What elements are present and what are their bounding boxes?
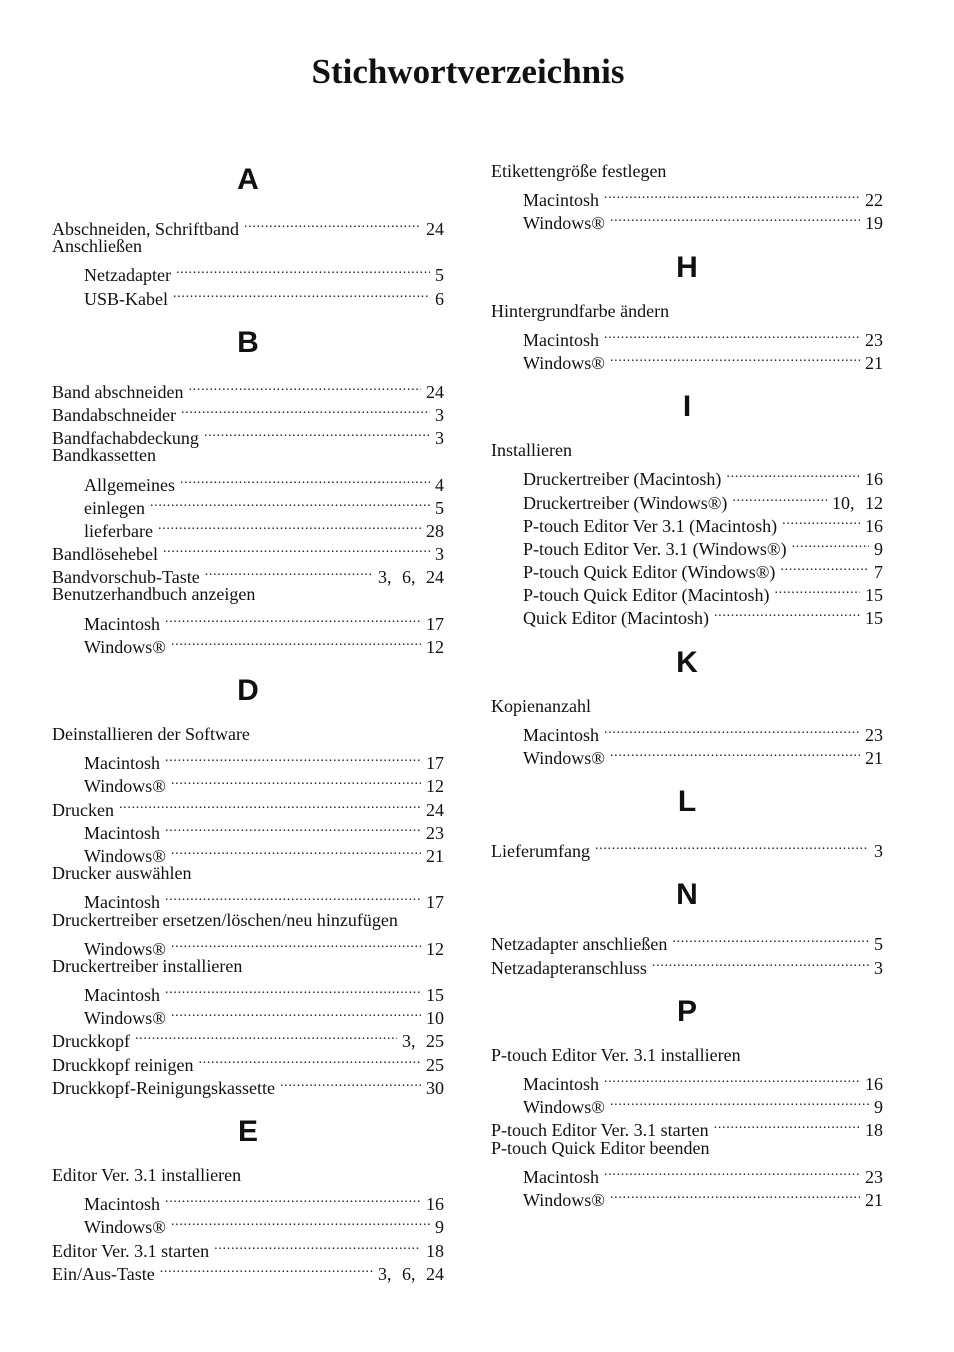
entry-label: Druckertreiber (Macintosh) (523, 469, 722, 490)
entry-label: Macintosh (523, 1166, 599, 1187)
dot-leader (165, 816, 421, 839)
entry-page: 21 (426, 845, 444, 866)
entry-label: Windows® (84, 845, 166, 866)
entry-label: Drucken (52, 799, 114, 820)
entry-label: Deinstallieren der Software (52, 724, 250, 744)
dot-leader (204, 421, 430, 444)
entry-page: 30 (426, 1077, 444, 1098)
entry-page: 18 (865, 1120, 883, 1141)
index-entry (52, 955, 444, 978)
section-letter: L (677, 785, 697, 819)
dot-leader (672, 927, 869, 950)
dot-leader (171, 932, 421, 955)
entry-label: Etikettengröße festlegen (491, 161, 667, 181)
entry-label: Windows® (523, 748, 605, 768)
index-subentry (491, 718, 883, 745)
entry-label: Abschneiden, Schriftband (52, 219, 239, 239)
entry-page: 3, 25 (402, 1031, 444, 1052)
entry-label: Bandkassetten (52, 445, 156, 466)
entry-page: 24 (426, 219, 444, 239)
entry-page: 24 (426, 799, 444, 820)
entry-label: Macintosh (84, 892, 160, 913)
entry-label: Windows® (84, 1008, 166, 1029)
entry-label: Macintosh (523, 329, 599, 350)
index-section (491, 875, 883, 991)
dot-leader (165, 978, 421, 1001)
entry-page: 9 (435, 1217, 444, 1238)
entry-label: Windows® (84, 636, 166, 657)
section-letter: D (237, 674, 259, 707)
index-entry (52, 1164, 444, 1187)
section-letter: K (676, 645, 698, 679)
entry-label: Windows® (84, 776, 166, 797)
index-entry (52, 212, 444, 239)
dot-leader (171, 1210, 430, 1233)
entry-label: Windows® (523, 352, 605, 373)
entry-label: Macintosh (84, 985, 160, 1006)
dot-leader (160, 1257, 373, 1280)
dot-leader (610, 1183, 860, 1206)
entry-label: Druckertreiber ersetzen/löschen/neu hinzufügen (52, 909, 398, 930)
entry-label: Allgemeines (84, 474, 175, 495)
entry-label: Bandvorschub-Taste (52, 567, 200, 588)
entry-page: 28 (426, 520, 444, 541)
index-subentry (52, 885, 444, 913)
index-entry (491, 1044, 883, 1067)
index-subentry (52, 258, 444, 286)
entry-page: 3, 6, 24 (378, 567, 444, 588)
page-title: Stichwortverzeichnis (311, 52, 625, 91)
entry-page: 25 (426, 1054, 444, 1075)
dot-leader (214, 1234, 421, 1257)
dot-leader (610, 346, 860, 369)
entry-page: 21 (865, 352, 883, 373)
index-column-right (491, 160, 883, 1224)
entry-page: 18 (426, 1240, 444, 1261)
entry-label: Benutzerhandbuch anzeigen (52, 584, 256, 605)
dot-leader (165, 885, 421, 908)
index-section (491, 387, 883, 643)
dot-leader (652, 951, 869, 974)
entry-page: 21 (865, 1189, 883, 1210)
entry-page: 3 (435, 544, 444, 565)
entry-label: Editor Ver. 3.1 installieren (52, 1165, 242, 1185)
entry-label: Druckkopf-Reinigungskassette (52, 1077, 275, 1098)
entry-page: 17 (426, 613, 444, 634)
entry-label: Kopienanzahl (491, 695, 591, 716)
index-entry (52, 723, 444, 746)
index-subentry (52, 932, 444, 959)
entry-label: P-touch Editor Ver. 3.1 starten (491, 1120, 709, 1141)
entry-label: Anschließen (52, 236, 142, 257)
dot-leader (165, 746, 421, 769)
entry-label: Macintosh (84, 1194, 160, 1215)
entry-label: Macintosh (84, 753, 160, 774)
dot-leader (173, 282, 430, 305)
entry-page: 15 (426, 985, 444, 1006)
entry-page: 10, 12 (832, 492, 883, 513)
dot-leader (604, 718, 860, 741)
entry-label: P-touch Editor Ver. 3.1 installieren (491, 1044, 741, 1065)
entry-page: 3 (435, 428, 444, 449)
entry-page: 16 (426, 1194, 444, 1215)
index-entry (491, 834, 883, 862)
index-subentry (491, 462, 883, 490)
entry-label: P-touch Quick Editor (Macintosh) (523, 585, 770, 606)
entry-label: Windows® (84, 1217, 166, 1238)
dot-leader (171, 1001, 421, 1024)
index-section (491, 992, 883, 1224)
entry-page: 23 (865, 724, 883, 745)
section-letter: B (237, 325, 259, 359)
index-subentry (52, 1187, 444, 1215)
entry-page: 16 (865, 469, 883, 490)
entry-page: 21 (865, 748, 883, 768)
dot-leader (180, 468, 430, 491)
dot-leader (732, 486, 827, 509)
entry-label: Netzadapteranschluss (491, 957, 647, 978)
index-section (491, 782, 883, 875)
section-letter: P (676, 994, 697, 1028)
entry-page: 5 (874, 934, 883, 955)
index-section (491, 643, 883, 783)
dot-leader (171, 769, 421, 792)
index-subentry (491, 1160, 883, 1187)
entry-label: Netzadapter (84, 265, 171, 286)
dot-leader (188, 375, 421, 398)
entry-label: Druckkopf reinigen (52, 1054, 194, 1075)
dot-leader (610, 206, 860, 229)
index-column-left (52, 160, 444, 1298)
section-letter: N (676, 878, 698, 912)
entry-page: 3 (435, 404, 444, 425)
entry-label: lieferbare (84, 520, 153, 541)
entry-label: Hintergrundfarbe ändern (491, 300, 670, 321)
dot-leader (714, 601, 860, 624)
dot-leader (280, 1071, 421, 1094)
entry-label: Macintosh (84, 822, 160, 843)
entry-page: 24 (426, 381, 444, 402)
dot-leader (181, 398, 430, 421)
entry-page: 5 (435, 497, 444, 518)
entry-label: Editor Ver. 3.1 starten (52, 1240, 210, 1261)
dot-leader (604, 323, 860, 346)
entry-page: 10 (426, 1008, 444, 1029)
dot-leader (119, 793, 421, 816)
index-subentry (491, 1067, 883, 1094)
entry-label: USB-Kabel (84, 288, 168, 309)
entry-label: Quick Editor (Macintosh) (523, 608, 709, 629)
dot-leader (171, 839, 421, 862)
index-section (491, 160, 883, 248)
dot-leader (726, 462, 860, 485)
index-section (52, 671, 444, 1112)
dot-leader (165, 607, 421, 630)
index-entry (52, 375, 444, 402)
dot-leader (150, 491, 430, 514)
index-entry (52, 909, 444, 932)
section-letter: A (237, 163, 259, 196)
dot-leader (135, 1024, 397, 1047)
entry-label: Druckertreiber (Windows®) (523, 492, 728, 513)
entry-label: Bandabschneider (52, 404, 176, 425)
index-section (491, 248, 883, 388)
index-entry (52, 235, 444, 258)
entry-label: Band abschneiden (52, 381, 184, 402)
entry-page: 17 (426, 892, 444, 913)
dot-leader (171, 630, 421, 653)
dot-leader (158, 514, 421, 537)
index-entry (491, 695, 883, 718)
dot-leader (780, 555, 869, 578)
entry-page: 23 (865, 1166, 883, 1187)
index-entry (491, 927, 883, 955)
dot-leader (595, 834, 869, 857)
dot-leader (205, 560, 373, 583)
index-subentry (52, 607, 444, 634)
entry-label: Druckkopf (52, 1031, 130, 1052)
entry-page: 12 (426, 776, 444, 797)
index-section (52, 1112, 444, 1298)
index-subentry (52, 978, 444, 1006)
index-subentry (52, 468, 444, 495)
entry-page: 12 (426, 938, 444, 959)
entry-page: 6 (435, 288, 444, 309)
entry-page: 12 (426, 636, 444, 657)
index-subentry (491, 323, 883, 350)
index-entry (52, 862, 444, 885)
dot-leader (163, 537, 430, 560)
entry-label: Windows® (523, 213, 605, 234)
entry-page: 15 (865, 608, 883, 629)
entry-label: P-touch Quick Editor beenden (491, 1137, 710, 1158)
section-letter: H (676, 250, 698, 284)
index-entry (52, 444, 444, 467)
dot-leader (774, 578, 860, 601)
entry-page: 19 (865, 213, 883, 234)
dot-leader (604, 1067, 860, 1090)
entry-label: P-touch Editor Ver. 3.1 (Windows®) (523, 538, 787, 559)
index-entry (491, 1137, 883, 1160)
entry-label: Ein/Aus-Taste (52, 1263, 155, 1284)
index-subentry (491, 183, 883, 211)
entry-page: 5 (435, 265, 444, 286)
entry-label: P-touch Editor Ver 3.1 (Macintosh) (523, 515, 778, 536)
entry-label: Bandfachabdeckung (52, 428, 199, 449)
dot-leader (610, 1090, 869, 1113)
index-section (52, 323, 444, 671)
dot-leader (782, 509, 860, 532)
dot-leader (176, 258, 430, 281)
dot-leader (604, 1160, 860, 1183)
entry-label: Installieren (491, 440, 572, 461)
entry-page: 9 (874, 538, 883, 559)
entry-label: Windows® (523, 1097, 605, 1118)
index-subentry (52, 746, 444, 774)
entry-page: 22 (865, 190, 883, 211)
entry-label: Macintosh (84, 613, 160, 634)
entry-label: Netzadapter anschließen (491, 934, 668, 955)
dot-leader (604, 183, 860, 206)
entry-page: 9 (874, 1097, 883, 1118)
dot-leader (714, 1113, 860, 1136)
entry-page: 23 (426, 822, 444, 843)
entry-page: 15 (865, 585, 883, 606)
index-entry (491, 160, 883, 183)
entry-page: 3, 6, 24 (378, 1263, 444, 1284)
index-entry (491, 300, 883, 323)
dot-leader (198, 1048, 421, 1071)
dot-leader (610, 741, 860, 764)
dot-leader (792, 532, 869, 555)
section-letter: I (682, 390, 692, 424)
index-section (52, 160, 444, 323)
entry-label: Macintosh (523, 190, 599, 211)
entry-page: 16 (865, 515, 883, 536)
entry-label: Lieferumfang (491, 841, 590, 862)
entry-label: Windows® (523, 1189, 605, 1210)
entry-page: 3 (874, 957, 883, 978)
dot-leader (244, 212, 421, 235)
entry-page: 23 (865, 329, 883, 350)
entry-page: 4 (435, 474, 444, 495)
section-letter: E (237, 1115, 258, 1148)
entry-label: Druckertreiber installieren (52, 955, 243, 976)
entry-label: Windows® (84, 938, 166, 959)
entry-label: Macintosh (523, 724, 599, 745)
index-entry (491, 439, 883, 462)
entry-page: 16 (865, 1073, 883, 1094)
entry-page: 7 (874, 562, 883, 583)
entry-label: Drucker auswählen (52, 863, 192, 884)
dot-leader (165, 1187, 421, 1210)
entry-label: P-touch Quick Editor (Windows®) (523, 562, 776, 583)
entry-label: einlegen (84, 497, 145, 518)
entry-label: Bandlösehebel (52, 544, 158, 565)
entry-page: 3 (874, 841, 883, 862)
entry-label: Macintosh (523, 1073, 599, 1094)
entry-page: 17 (426, 753, 444, 774)
